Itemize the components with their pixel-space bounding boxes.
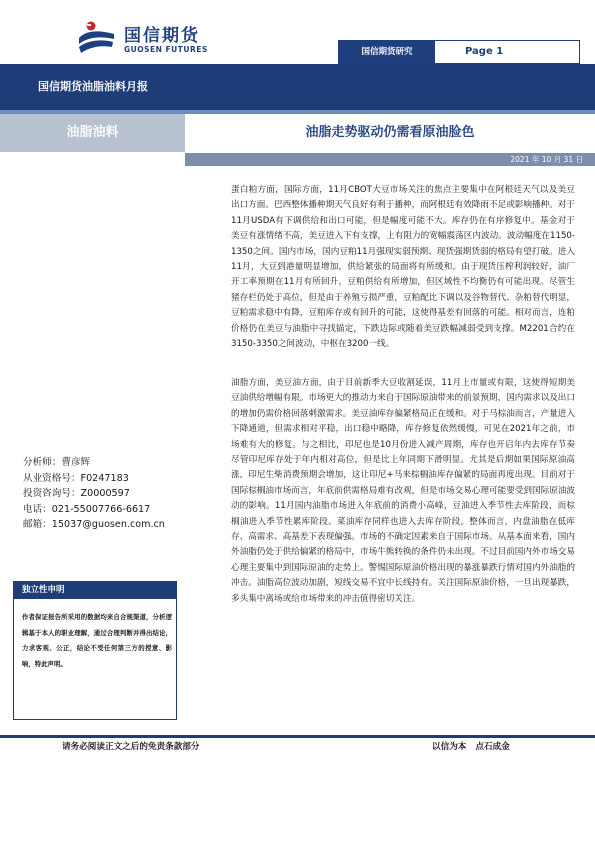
category-box	[0, 114, 185, 152]
page-number: Page 1	[465, 46, 504, 57]
independence-header	[13, 581, 177, 599]
category-label: 油脂油料	[66, 125, 119, 140]
body-paragraph-meal: 蛋白粕方面，国际方面，11月CBOT大豆市场关注的焦点主要集中在阿根廷天气以及美豆出口方面。巴西整体播种期天气良好有利于播种，而阿根廷有效降雨不足或影响播种。对于11月USDA有下调供给和出口可能，但是幅度可能不大。库存仍在有序修复中。基金对于美豆有涨情绪不高，美豆进入下有支撑，上有阻力的宽幅震荡区内波动。波动幅度在1150-1350之间。国内市场，国内豆粕11月强现实弱预期、现货强期货弱的格局有望打破。进入11月，大豆到港量明显增加，供给紧张的局面将有所缓和。由于现货压榨利润较好，油厂开工率预期在11月有所回升，豆粕供给有所增加，但区域性不均衡仍有可能出现。尽管生猪存栏仍处于高位，但是由于养殖亏损严重，豆粕配比下调以及谷物替代、杂粕替代明显，豆粕需求稳中有降，豆粕库存或有回升的可能，这使得基差有回落的可能。相对而言，连粕价格仍在美豆与油脂中寻找锚定，下跌边际或随着美豆跌幅减弱受到支撑。M2201合约在3150-3350之间波动，中枢在3200一线。	[231, 185, 575, 350]
analyst-info	[23, 455, 165, 533]
body-paragraph-oils: 油脂方面，美豆油方面，由于目前新季大豆收割延误，11月上市量或有限，这使得短期美豆油供给增幅有限。市场更大的推动力来自于国际原油带来的前景预期，国内需求以及出口的增加仍需价格回落刺激需求。美豆油库存偏紧格局正在缓和。对于马棕油而言，产量进入下降通道，但需求相对平稳，出口稳中略降，库存修复依然缓慢，可见在2021年之前，市场难有大的修复。与之相比，印尼也是10月份进入减产周期，库存也开启年内去库存节奏尽管印尼库存处于年内相对高位，但是比上年同期下滑明显。尤其是后期如果国际原油高涨，印尼生柴消费预期会增加，这让印尼+马来棕榈油库存偏紧的局面再度出现。目前对于国际棕榈油市场而言，年底前供需格局难有改观，但是市场交易心理可能要受到国际原油波动的影响。11月国内油脂市场进入年底前的消费小高峰，豆油进入季节性去库阶段，而棕榈油进入季节性累库阶段。菜油库存同样也进入去库存阶段。整体而言，内盘油脂在低库存、高需求、高基差下表现偏强。市场的不确定因素来自于国际市场。从基本面来看，国内外油脂仍处于供给偏紧的格局中，市场牛熊转换的条件仍未出现。不过目前国内外市场交易心理主要集中到国际原油的走势上。警惕国际原油价格出现的暴涨暴跌行情对国内外油脂的冲击。油脂高位波动加剧，短线交易不宜中长线持有。关注国际原油价格，一旦出现暴跌，多头集中离场或给市场带来的冲击值得密切关注。	[231, 378, 575, 604]
report-date: 2021 年 10 月 31 日	[510, 155, 583, 164]
logo-english-name: GUOSEN FUTURES	[124, 45, 208, 54]
analyst-email[interactable]: 邮箱：15037@guosen.com.cn	[23, 519, 165, 531]
independence-box	[13, 599, 177, 720]
analyst-name: 分析师：曹彦辉	[23, 457, 91, 468]
independence-title: 独立性申明	[22, 585, 65, 595]
footer-slogan: 以信为本 点石成金	[432, 742, 510, 752]
report-title: 油脂走势驱动仍需看原油脸色	[305, 125, 475, 140]
report-type-label: 国信期货研究	[339, 41, 435, 63]
logo-chinese-name: 国信期货	[124, 26, 200, 46]
guosen-logo-icon	[76, 20, 116, 58]
independence-text: 作者保证报告所采用的数据均来自合规渠道，分析逻辑基于本人的职业理解，通过合理判断并得出结论，力求客观、公正，结论不受任何第三方的授意、影响，特此声明。	[22, 613, 172, 668]
footer-disclaimer: 请务必阅读正文之后的免责条款部分	[62, 742, 200, 752]
date-bar	[185, 153, 595, 166]
company-logo	[76, 20, 236, 60]
analyst-advisory-number: 投资咨询号：Z0000597	[23, 488, 130, 500]
report-series-title: 国信期货油脂油料月报	[38, 80, 148, 93]
footer-divider	[0, 735, 595, 738]
analyst-license: 从业资格号：F0247183	[23, 472, 129, 484]
header-info-box	[338, 40, 580, 64]
report-series-banner	[0, 64, 595, 110]
analyst-phone: 电话：021-55007766-6617	[23, 503, 151, 515]
